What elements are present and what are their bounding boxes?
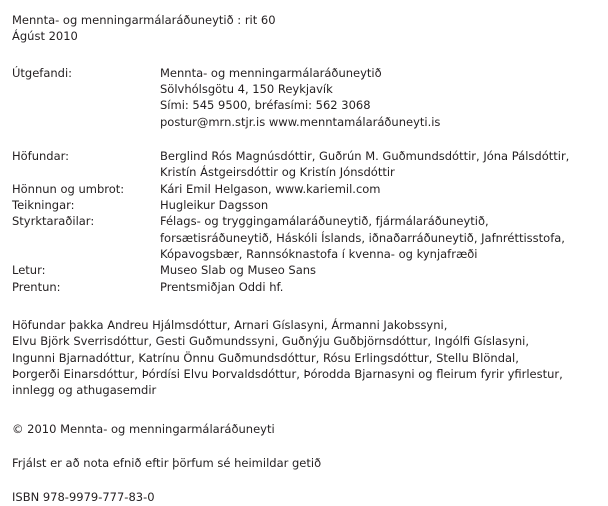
acknowledgements-line: Höfundar þakka Andreu Hjálmsdóttur, Arnari Gíslasyni, Ármanni Jakobssyni, [12, 317, 448, 332]
spacer [12, 471, 596, 489]
drawings-row [12, 197, 596, 213]
acknowledgements-line: Ingunni Bjarnadóttur, Katrínu Önnu Guðmundsdóttur, Rósu Erlingsdóttur, Stellu Blöndal, [12, 350, 519, 365]
sponsors-line: Félags- og tryggingamálaráðuneytið, fjármálaráðuneytið, [160, 214, 489, 229]
typeface-value [160, 262, 596, 278]
isbn: ISBN 978-9979-777-83-0 [12, 490, 155, 505]
copyright-notice: © 2010 Mennta- og menningarmálaráðuneyti [12, 421, 275, 436]
sponsors-value [160, 213, 596, 262]
design-row [12, 181, 596, 197]
spacer [12, 437, 596, 455]
publisher-block [12, 65, 596, 130]
authors-label: Höfundar: [12, 148, 70, 163]
acknowledgements-line: Elvu Björk Sverrisdóttur, Gesti Guðmundssyni, Guðnýju Guðbjörnsdóttur, Ingólfi Gíslasyni, [12, 334, 530, 349]
sponsors-row [12, 213, 596, 262]
printing-label: Prentun: [12, 279, 61, 294]
authors-line: Kristín Ástgeirsdóttir og Kristín Jónsdóttir [160, 165, 395, 180]
printing-block [12, 279, 596, 295]
spacer [12, 399, 596, 421]
header-line-date: Ágúst 2010 [12, 29, 78, 44]
drawings-value [160, 197, 596, 213]
sponsors-label: Styrktaraðilar: [12, 214, 95, 229]
sponsors-line: forsætisráðuneytið, Háskóli Íslands, iðnaðarráðuneytið, Jafnréttisstofa, [160, 230, 565, 245]
acknowledgements-paragraph [12, 317, 596, 399]
design-block [12, 181, 596, 197]
header-line-series: Mennta- og menningarmálaráðuneytið : rit 60 [12, 13, 276, 27]
sponsors-line: Kópavogsbær, Rannsóknastofa í kvenna- og kynjafræði [160, 246, 478, 261]
publisher-label: Útgefandi: [12, 65, 73, 80]
drawings-line: Hugleikur Dagsson [160, 197, 269, 212]
spacer [12, 295, 596, 317]
usage-permission: Frjálst er að nota efnið eftir þörfum sé heimildar getið [12, 455, 322, 470]
typeface-label: Letur: [12, 263, 46, 278]
authors-value [160, 148, 596, 181]
drawings-label: Teikningar: [12, 197, 75, 212]
typeface-block [12, 262, 596, 278]
authors-block [12, 148, 596, 181]
printing-line: Prentsmiðjan Oddi hf. [160, 279, 284, 294]
document-header [12, 12, 596, 45]
design-line: Kári Emil Helgason, www.kariemil.com [160, 181, 381, 196]
design-label: Hönnun og umbrot: [12, 181, 125, 196]
drawings-block [12, 197, 596, 213]
publisher-line: Sími: 545 9500, bréfasími: 562 3068 [160, 98, 371, 113]
publisher-line: Mennta- og menningarmálaráðuneytið [160, 65, 382, 80]
publisher-line: postur@mrn.stjr.is www.menntamálaráðuneyti.is [160, 114, 441, 129]
printing-value [160, 279, 596, 295]
acknowledgements-line: innlegg og athugasemdir [12, 383, 157, 398]
typeface-row [12, 262, 596, 278]
sponsors-block [12, 213, 596, 262]
publisher-value [160, 65, 596, 130]
typeface-line: Museo Slab og Museo Sans [160, 263, 317, 278]
authors-row [12, 148, 596, 181]
design-value [160, 181, 596, 197]
publisher-line: Sölvhólsgötu 4, 150 Reykjavík [160, 81, 333, 96]
printing-row [12, 279, 596, 295]
acknowledgements-line: Þorgerði Einarsdóttur, Þórdísi Elvu Þorvaldsdóttur, Þórodda Bjarnasyni og fleirum fyrir yfirlestur, [12, 366, 563, 381]
spacer [12, 130, 596, 148]
authors-line: Berglind Rós Magnúsdóttir, Guðrún M. Guðmundsdóttir, Jóna Pálsdóttir, [160, 148, 570, 163]
publisher-row [12, 65, 596, 130]
